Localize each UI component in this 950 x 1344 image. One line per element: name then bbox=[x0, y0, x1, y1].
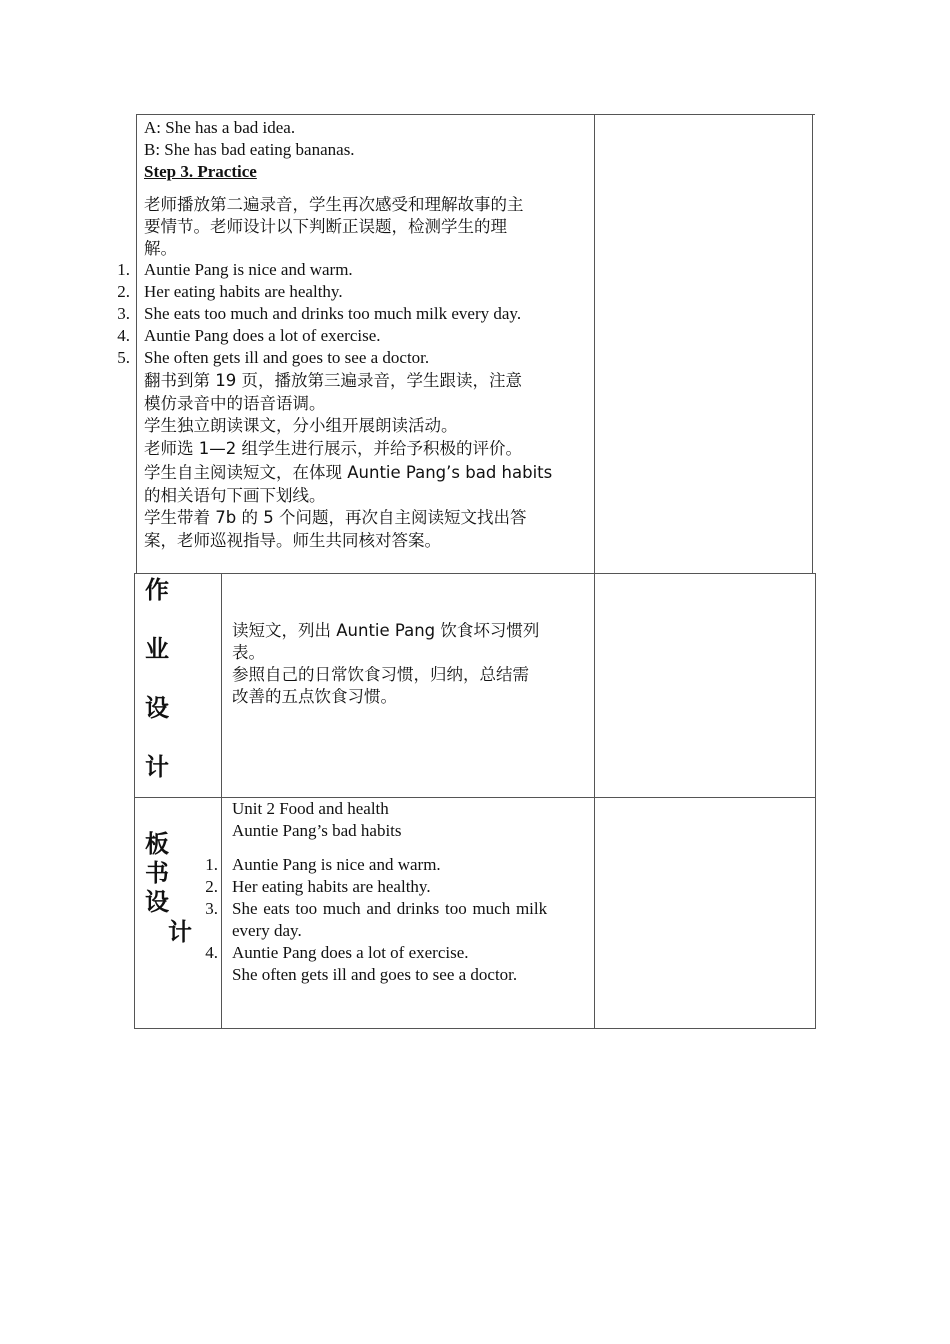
board-title-line-2: Auntie Pang’s bad habits bbox=[232, 821, 402, 840]
after-line-3: 学生独立朗读课文，分小组开展朗读活动。 bbox=[144, 416, 458, 435]
board-line-4: every day. bbox=[232, 921, 302, 940]
board-label-char-2: 书 bbox=[145, 859, 169, 887]
board-label-char-4: 计 bbox=[168, 918, 192, 946]
after-line-1: 翻书到第 19 页，播放第三遍录音，学生跟读，注意 bbox=[144, 371, 522, 390]
left-border-top bbox=[136, 114, 137, 574]
list-number-4: 4. bbox=[117, 326, 130, 345]
intro-line-1: 老师播放第二遍录音，学生再次感受和理解故事的主 bbox=[144, 195, 524, 214]
intro-line-3: 解。 bbox=[144, 239, 177, 258]
intro-line-2: 要情节。老师设计以下判断正误题，检测学生的理 bbox=[144, 217, 507, 236]
board-line-6: She often gets ill and goes to see a doctor. bbox=[232, 965, 518, 984]
board-label-char-1: 板 bbox=[145, 830, 169, 858]
board-number-1: 1. bbox=[205, 855, 218, 874]
list-item-5: She often gets ill and goes to see a doctor. bbox=[144, 348, 430, 367]
bottom-border bbox=[134, 1028, 816, 1029]
homework-label-char-4: 计 bbox=[145, 753, 169, 781]
after-line-5: 学生自主阅读短文，在体现 Auntie Pang’s bad habits bbox=[144, 463, 553, 482]
homework-line-1: 读短文，列出 Auntie Pang 饮食坏习惯列 bbox=[232, 621, 540, 640]
right-column-divider bbox=[594, 114, 595, 1029]
homework-line-2: 表。 bbox=[232, 643, 265, 662]
top-border bbox=[136, 114, 815, 115]
after-line-2: 模仿录音中的语音语调。 bbox=[144, 394, 326, 413]
list-number-3: 3. bbox=[117, 304, 130, 323]
board-number-4: 4. bbox=[205, 943, 218, 962]
board-line-3: She eats too much and drinks too much milk bbox=[232, 899, 548, 918]
board-title-line-1: Unit 2 Food and health bbox=[232, 799, 389, 818]
after-line-8: 案，老师巡视指导。师生共同核对答案。 bbox=[144, 531, 441, 550]
list-number-1: 1. bbox=[117, 260, 130, 279]
list-number-2: 2. bbox=[117, 282, 130, 301]
dialogue-line-b: B: She has bad eating bananas. bbox=[144, 140, 355, 159]
homework-line-4: 改善的五点饮食习惯。 bbox=[232, 687, 397, 706]
homework-label-char-1: 作 bbox=[145, 576, 169, 604]
row-divider-1 bbox=[134, 573, 816, 574]
after-line-4: 老师选 1—2 组学生进行展示，并给予积极的评价。 bbox=[144, 439, 522, 458]
list-item-1: Auntie Pang is nice and warm. bbox=[144, 260, 353, 279]
board-number-3: 3. bbox=[205, 899, 218, 918]
list-item-3: She eats too much and drinks too much milk every day. bbox=[144, 304, 522, 323]
board-line-2: Her eating habits are healthy. bbox=[232, 877, 431, 896]
list-item-2: Her eating habits are healthy. bbox=[144, 282, 343, 301]
right-border-top bbox=[812, 114, 813, 574]
list-number-5: 5. bbox=[117, 348, 130, 367]
homework-label-char-3: 设 bbox=[145, 694, 169, 722]
left-border-bottom bbox=[134, 573, 135, 1029]
dialogue-line-a: A: She has a bad idea. bbox=[144, 118, 296, 137]
board-line-1: Auntie Pang is nice and warm. bbox=[232, 855, 441, 874]
after-line-7: 学生带着 7b 的 5 个问题，再次自主阅读短文找出答 bbox=[144, 508, 527, 527]
board-label-char-3: 设 bbox=[145, 888, 169, 916]
homework-line-3: 参照自己的日常饮食习惯，归纳，总结需 bbox=[232, 665, 529, 684]
right-border-bottom bbox=[815, 573, 816, 1029]
homework-label-char-2: 业 bbox=[145, 635, 169, 663]
after-line-6: 的相关语句下画下划线。 bbox=[144, 486, 326, 505]
board-line-5: Auntie Pang does a lot of exercise. bbox=[232, 943, 469, 962]
step-title: Step 3. Practice bbox=[144, 162, 257, 181]
label-column-divider bbox=[221, 573, 222, 1029]
list-item-4: Auntie Pang does a lot of exercise. bbox=[144, 326, 381, 345]
board-number-2: 2. bbox=[205, 877, 218, 896]
